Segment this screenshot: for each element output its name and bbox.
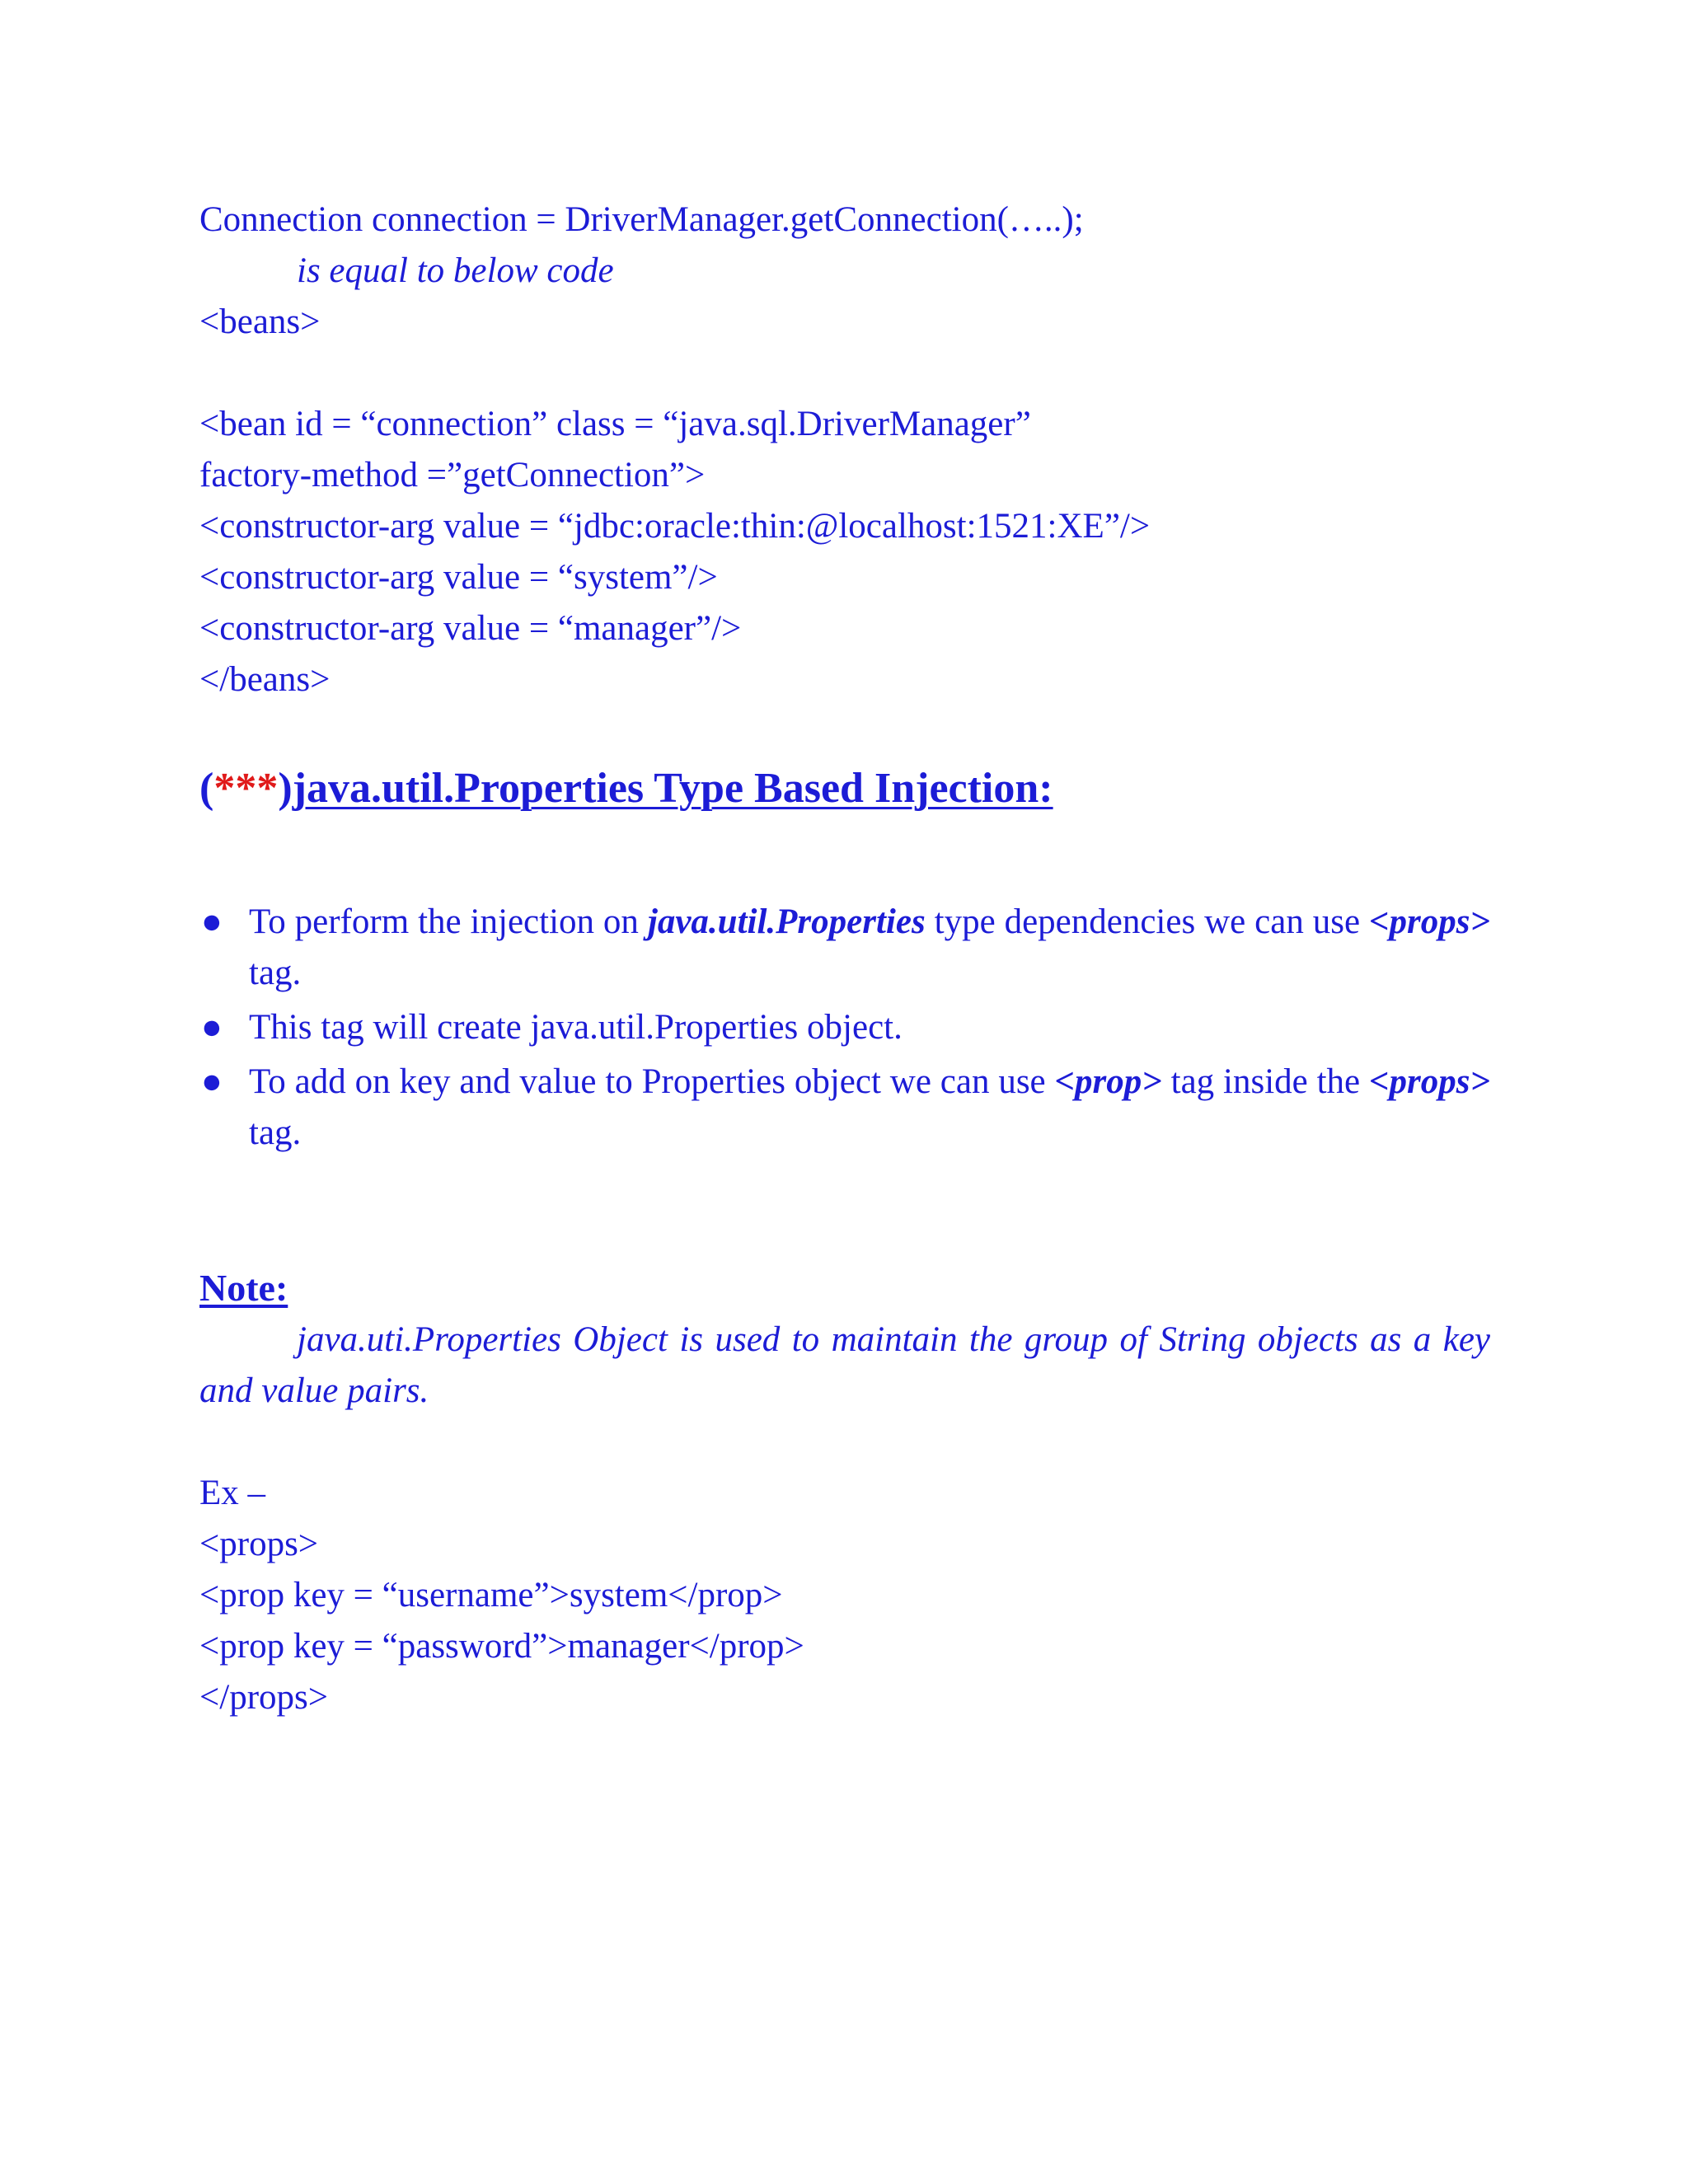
bullet-item-2 (199, 1002, 1490, 1053)
bullet-emphasis: <props> (1369, 902, 1490, 941)
example-props-close: </props> (199, 1678, 329, 1717)
example-prop-password: <prop key = “password”>manager</prop> (199, 1627, 804, 1666)
bullet-text: To add on key and value to Properties object we can use (249, 1062, 1055, 1101)
bullet-text: tag. (249, 954, 302, 992)
bullet-text: type dependencies we can use (925, 902, 1370, 941)
bullet-text: To perform the injection on (249, 902, 648, 941)
example-props-open: <props> (199, 1525, 319, 1563)
code-line-bean: <bean id = “connection” class = “java.sql.DriverManager” (199, 405, 1031, 443)
bullet-dot-icon: ● (201, 1008, 223, 1047)
bullet-item-1 (199, 897, 1490, 999)
code-line-beans-open: <beans> (199, 302, 321, 341)
heading-stars: *** (213, 765, 279, 812)
heading-text: java.util.Properties Type Based Injection: (292, 765, 1053, 812)
code-comment: is equal to below code (297, 251, 614, 290)
example-label: Ex – (199, 1474, 266, 1512)
code-line-factory-method: factory-method =”getConnection”> (199, 456, 706, 494)
heading-paren-close: ) (278, 765, 293, 812)
code-line-connection: Connection connection = DriverManager.getConnection(…..); (199, 200, 1084, 239)
note-label: Note: (199, 1267, 288, 1309)
bullet-emphasis: <props> (1369, 1062, 1490, 1101)
code-line-beans-close: </beans> (199, 660, 331, 699)
note-text: java.uti.Properties Object is used to maintain the group of String objects as a key and value pairs. (199, 1320, 1490, 1410)
bullet-emphasis: <prop> (1054, 1062, 1162, 1101)
code-line-constructor-arg-password: <constructor-arg value = “manager”/> (199, 609, 742, 648)
bullet-text: tag. (249, 1113, 302, 1152)
bullet-item-3 (199, 1057, 1490, 1159)
example-prop-username: <prop key = “username”>system</prop> (199, 1576, 783, 1615)
bullet-dot-icon: ● (201, 902, 223, 941)
code-line-constructor-arg-user: <constructor-arg value = “system”/> (199, 558, 718, 597)
code-line-constructor-arg-url: <constructor-arg value = “jdbc:oracle:thin:@localhost:1521:XE”/> (199, 507, 1151, 546)
bullet-text: This tag will create java.util.Properties object. (249, 1008, 903, 1047)
bullet-list (199, 897, 1490, 1162)
bullet-emphasis: java.util.Properties (647, 902, 926, 941)
bullet-text: tag inside the (1161, 1062, 1370, 1101)
heading-paren-open: ( (199, 765, 214, 812)
bullet-dot-icon: ● (201, 1062, 223, 1101)
section-heading (199, 762, 1053, 815)
